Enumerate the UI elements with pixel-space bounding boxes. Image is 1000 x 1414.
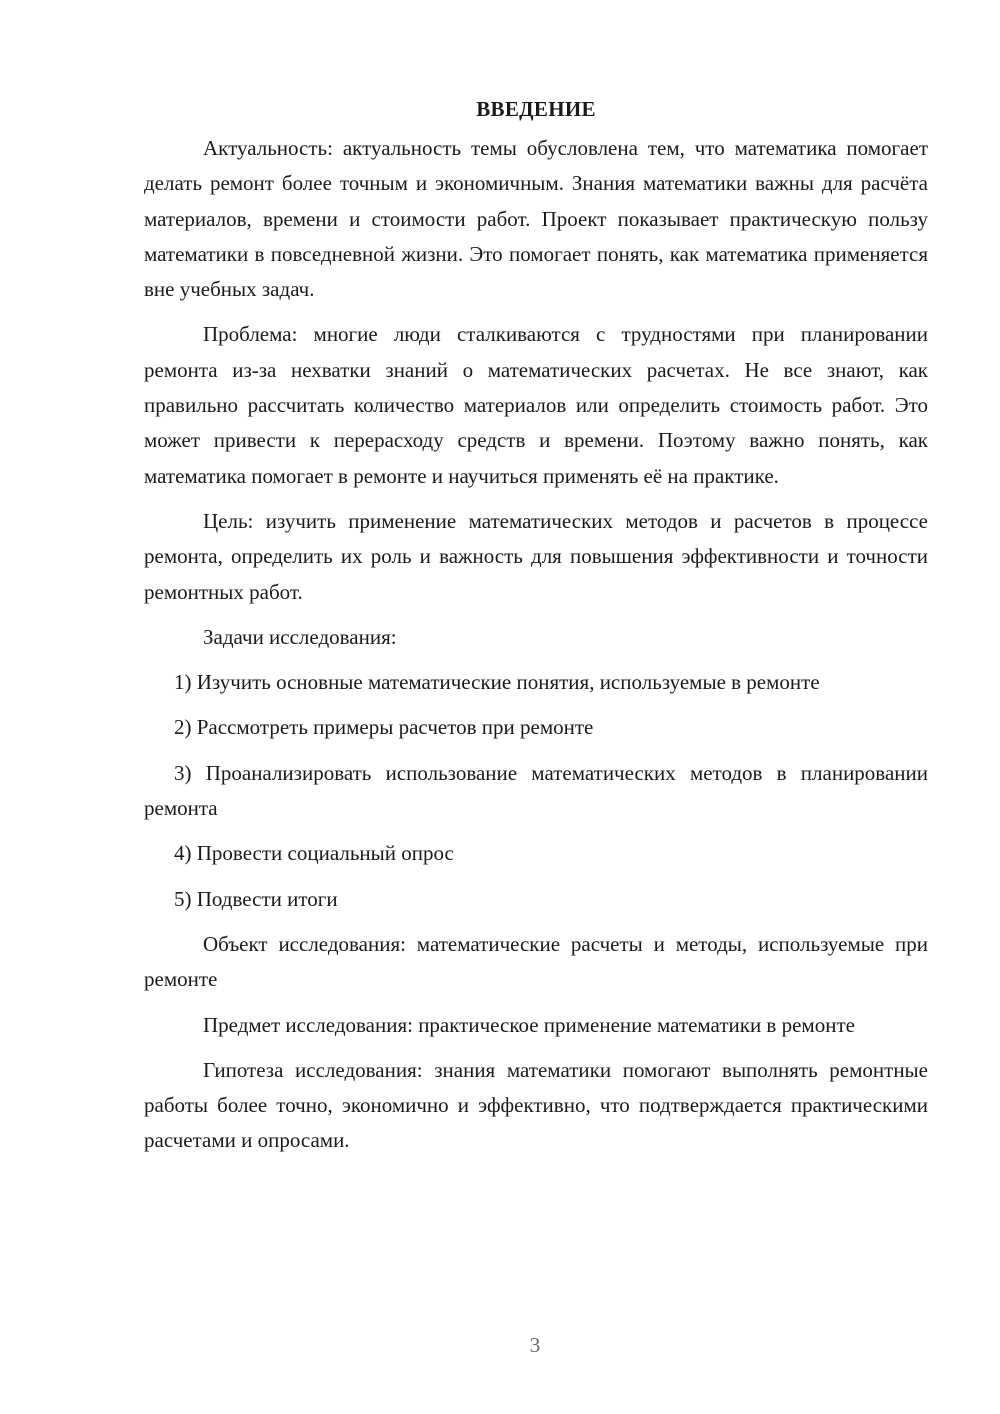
task-item-2: 2) Рассмотреть примеры расчетов при ремонте (174, 715, 594, 740)
paragraph-object: Объект исследования: математические расчеты и методы, используемые при ремонте (144, 931, 928, 992)
paragraph-goal: Цель: изучить применение математических методов и расчетов в процессе ремонта, определить их роль и важность для повышения эффективности и точности ремонтных работ. (144, 508, 928, 604)
paragraph-hypothesis: Гипотеза исследования: знания математики помогают выполнять ремонтные работы более точно, экономично и эффективно, что подтверждается практическими расчетами и опросами. (144, 1057, 928, 1153)
paragraph-problem: Проблема: многие люди сталкиваются с трудностями при планировании ремонта из-за нехватки знаний о математических расчетах. Не все знают, как правильно рассчитать количество материалов или определить стоимость работ. Это может привести к перерасходу средств и времени. Поэтому важно понять, как математика помогает в ремонте и научиться применять её на практике. (144, 322, 928, 488)
paragraph-subject: Предмет исследования: практическое применение математики в ремонте (203, 1012, 855, 1037)
document-body (144, 92, 928, 1169)
task-item-5: 5) Подвести итоги (174, 886, 338, 911)
task-item-3: 3) Проанализировать использование математических методов в планировании ремонта (144, 760, 928, 821)
task-item-4: 4) Провести социальный опрос (174, 841, 454, 866)
task-item-1: 1) Изучить основные математические понятия, используемые в ремонте (174, 670, 820, 695)
page-number: 3 (529, 1333, 541, 1357)
tasks-heading: Задачи исследования: (203, 624, 397, 649)
page-title: ВВЕДЕНИЕ (476, 97, 596, 121)
paragraph-relevance: Актуальность: актуальность темы обусловлена тем, что математика помогает делать ремонт более точным и экономичным. Знания математики важны для расчёта материалов, времени и стоимости работ. Проект показывает практическую пользу математики в повседневной жизни. Это помогает понять, как математика применяется вне учебных задач. (144, 136, 928, 302)
